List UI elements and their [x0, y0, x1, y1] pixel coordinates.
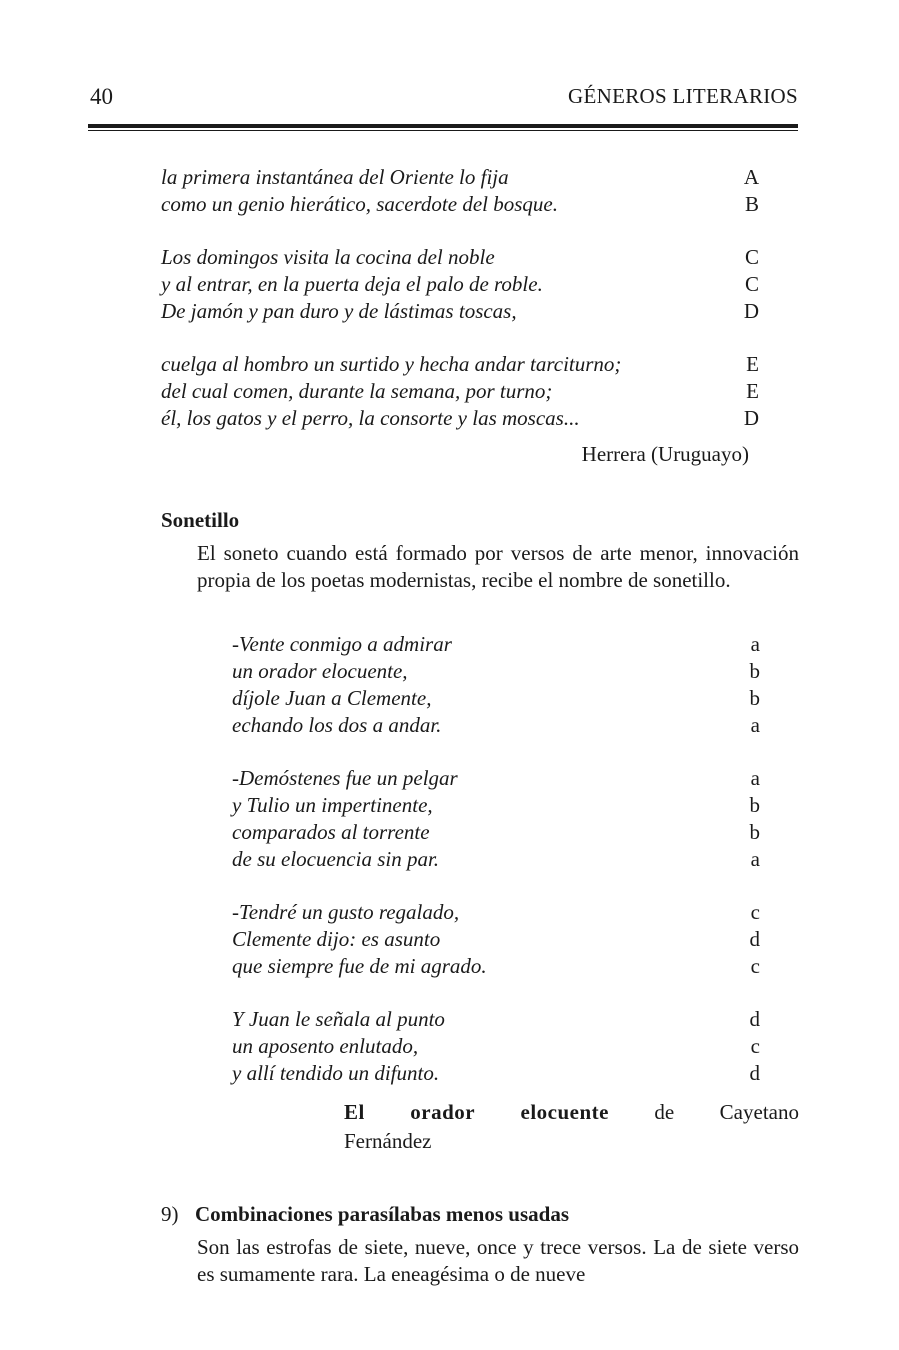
verse-line: cuelga al hombro un surtido y hecha andar tarciturno; E: [161, 352, 759, 376]
rhyme-letter: a: [750, 766, 760, 790]
section-title: Combinaciones parasílabas menos usadas: [195, 1202, 569, 1226]
verse-line: echando los dos a andar. a: [232, 713, 760, 737]
page-header: [90, 84, 798, 114]
verse-line: comparados al torrente b: [232, 820, 760, 844]
rhyme-letter: d: [749, 927, 760, 951]
verse-line: un orador elocuente, b: [232, 659, 760, 683]
section-number: 9): [161, 1202, 179, 1226]
section-9-paragraph: Son las estrofas de siete, nueve, once y trece versos. La de siete verso es sumamente rara. La eneagésima o de nueve: [197, 1235, 799, 1286]
running-title: GÉNEROS LITERARIOS: [568, 84, 798, 108]
attribution-title-word: orador: [410, 1100, 476, 1124]
verse-line: Clemente dijo: es asunto d: [232, 927, 760, 951]
verse-line: la primera instantánea del Oriente lo fija A: [161, 165, 759, 189]
section-9-heading: [161, 1201, 569, 1228]
rhyme-letter: C: [744, 245, 759, 269]
verse-line: -Demóstenes fue un pelgar a: [232, 766, 760, 790]
verse-line: díjole Juan a Clemente, b: [232, 686, 760, 710]
rhyme-letter: a: [750, 713, 760, 737]
verse-line: del cual comen, durante la semana, por turno; E: [161, 379, 759, 403]
rhyme-letter: d: [749, 1061, 760, 1085]
rhyme-letter: C: [744, 272, 759, 296]
poem-herrera: [161, 164, 759, 432]
rhyme-letter: D: [743, 299, 759, 323]
rhyme-letter: b: [749, 686, 760, 710]
rhyme-letter: d: [749, 1007, 760, 1031]
attribution-author-first: Cayetano: [719, 1100, 799, 1124]
header-rule-thick: [88, 124, 798, 128]
verse-line: que siempre fue de mi agrado. c: [232, 954, 760, 978]
verse-line: Y Juan le señala al punto d: [232, 1007, 760, 1031]
rhyme-letter: b: [749, 793, 760, 817]
rhyme-letter: b: [749, 820, 760, 844]
rhyme-letter: c: [750, 900, 760, 924]
rhyme-letter: E: [746, 379, 759, 403]
attribution-title-word: elocuente: [520, 1100, 609, 1124]
rhyme-letter: B: [744, 192, 759, 216]
rhyme-letter: b: [749, 659, 760, 683]
verse-line: -Vente conmigo a admirar a: [232, 632, 760, 656]
verse-line: y allí tendido un difunto. d: [232, 1061, 760, 1085]
attribution-title-word: El: [344, 1100, 365, 1124]
rhyme-letter: c: [750, 1034, 760, 1058]
verse-line: De jamón y pan duro y de lástimas toscas, D: [161, 299, 759, 323]
sonetillo-paragraph: El soneto cuando está formado por versos de arte menor, innovación propia de los poetas modernistas, recibe el nombre de sonetillo.: [197, 541, 799, 592]
rhyme-letter: a: [750, 847, 760, 871]
verse-line: y Tulio un impertinente, b: [232, 793, 760, 817]
verse-line: y al entrar, en la puerta deja el palo de roble. C: [161, 272, 759, 296]
rhyme-letter: a: [750, 632, 760, 656]
section-heading-sonetillo: Sonetillo: [161, 508, 240, 532]
verse-line: un aposento enlutado, c: [232, 1034, 760, 1058]
poem-sonetillo: [232, 631, 760, 1087]
rhyme-letter: c: [750, 954, 760, 978]
rhyme-letter: A: [743, 165, 759, 189]
header-rule-thin: [88, 130, 798, 131]
attribution-word: de: [654, 1100, 675, 1124]
poem-author: Herrera (Uruguayo): [581, 442, 749, 466]
rhyme-letter: E: [746, 352, 759, 376]
verse-line: Los domingos visita la cocina del noble C: [161, 245, 759, 269]
verse-line: de su elocuencia sin par. a: [232, 847, 760, 871]
attribution-author-last: Fernández: [344, 1129, 432, 1153]
verse-line: -Tendré un gusto regalado, c: [232, 900, 760, 924]
verse-line: él, los gatos y el perro, la consorte y las moscas... D: [161, 406, 759, 430]
rhyme-letter: D: [743, 406, 759, 430]
sonetillo-attribution: [344, 1098, 799, 1156]
verse-line: como un genio hierático, sacerdote del bosque. B: [161, 192, 759, 216]
page-number: 40: [90, 84, 113, 109]
